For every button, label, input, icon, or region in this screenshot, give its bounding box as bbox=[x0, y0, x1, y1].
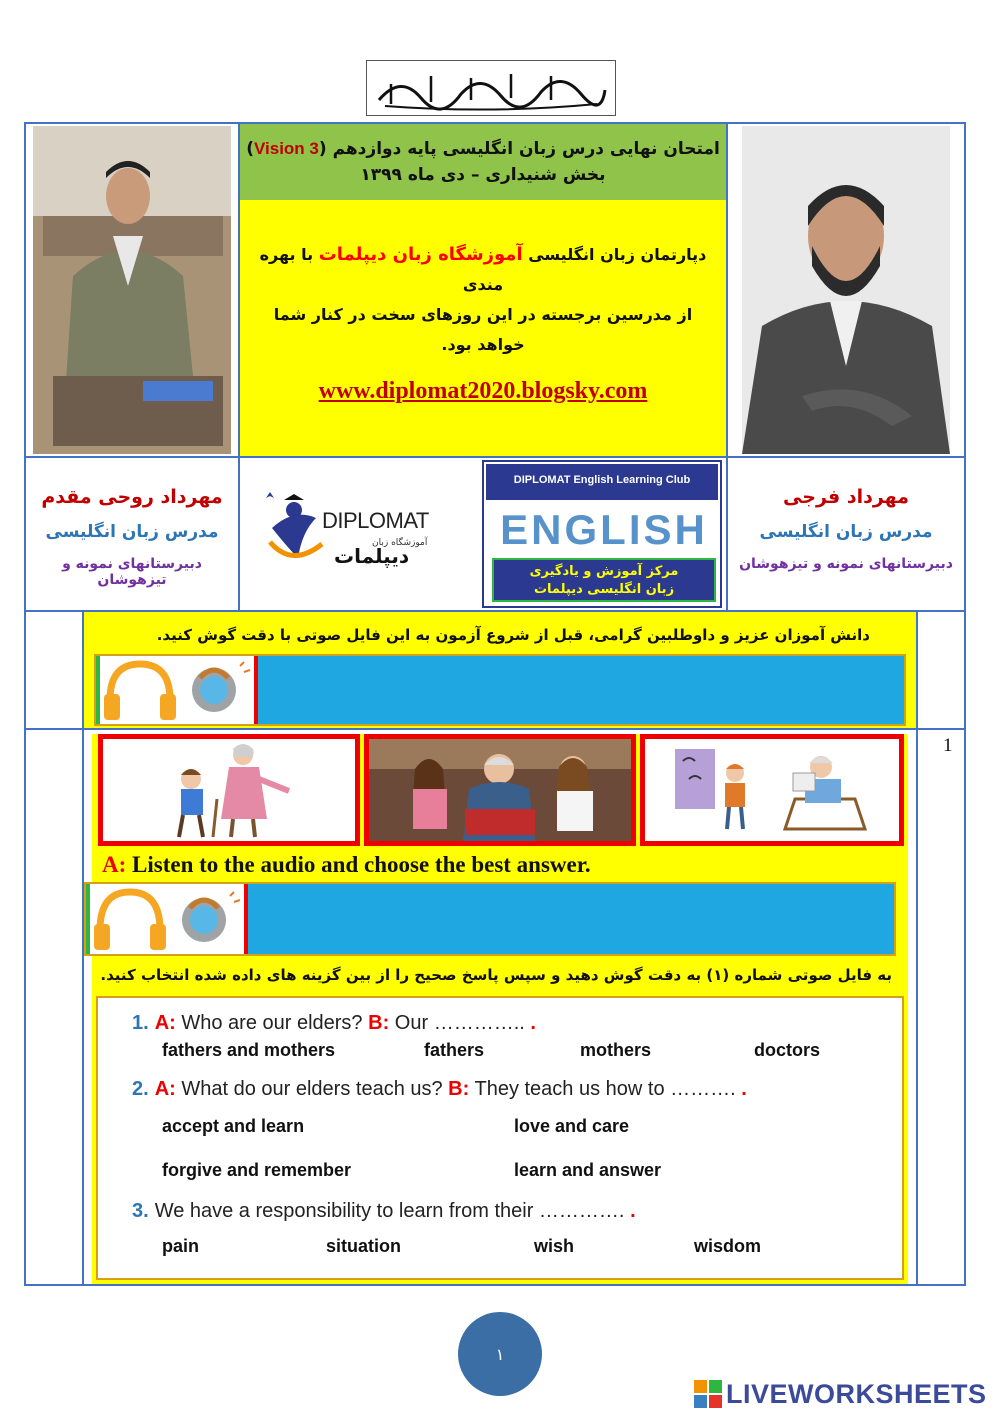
question-2: 2. A: What do our elders teach us? B: They teach us how to ………. . bbox=[132, 1078, 747, 1100]
department-box bbox=[240, 200, 726, 456]
department-line-1: دپارتمان زبان انگلیسی آموزشگاه زبان دیپلمات با بهره مندی bbox=[259, 244, 707, 294]
teacher-right-school: دبیرستانهای نمونه و تیزهوشان bbox=[739, 556, 953, 572]
section-a-instruction: A: Listen to the audio and choose the best answer. bbox=[102, 852, 591, 877]
q2-option-1[interactable]: accept and learn bbox=[162, 1116, 305, 1136]
intro-audio-player[interactable] bbox=[94, 654, 906, 726]
club-logo bbox=[482, 460, 722, 608]
club-logo-fa: مرکز آموزش و یادگیری زبان انگلیسی دیپلمات bbox=[492, 558, 716, 602]
teacher-right-info bbox=[728, 486, 964, 572]
q2-option-2[interactable]: love and care bbox=[514, 1116, 630, 1136]
question-3: 3. We have a responsibility to learn from their …………. . bbox=[132, 1200, 636, 1222]
teacher-right-role: مدرس زبان انگلیسی bbox=[759, 522, 933, 542]
teacher-right-name: مهرداد فرجی bbox=[783, 486, 909, 508]
picture-elder-with-child bbox=[98, 734, 360, 846]
section-number: 1 bbox=[943, 735, 953, 756]
q1-option-3[interactable]: mothers bbox=[580, 1040, 652, 1060]
liveworksheets-icon bbox=[694, 1380, 722, 1408]
headphones-icon bbox=[100, 656, 258, 724]
teacher-left-school: دبیرستانهای نمونه و تیزهوشان bbox=[62, 556, 202, 588]
liveworksheets-brand: LIVEWORKSHEETS bbox=[726, 1378, 987, 1409]
club-logo-title: DIPLOMAT English Learning Club bbox=[486, 464, 718, 500]
diplomat-logo-small: آموزشگاه زبان bbox=[372, 538, 428, 548]
q1-option-2[interactable]: fathers bbox=[424, 1040, 485, 1060]
calligraphy-image bbox=[371, 64, 611, 112]
q3-option-3[interactable]: wish bbox=[534, 1236, 575, 1256]
q2-option-4[interactable]: learn and answer bbox=[514, 1160, 662, 1180]
q3-option-4[interactable]: wisdom bbox=[694, 1236, 762, 1256]
section-a-audio-thumbnail[interactable] bbox=[86, 884, 248, 954]
bismillah-calligraphy bbox=[366, 60, 616, 116]
intro-audio-thumbnail[interactable] bbox=[96, 656, 258, 724]
q2-option-3[interactable]: forgive and remember bbox=[162, 1160, 352, 1180]
teacher-left-info bbox=[26, 486, 238, 588]
teacher-photo-right bbox=[742, 126, 950, 454]
picture-grandfather-reading bbox=[364, 734, 636, 846]
exam-title-box bbox=[240, 124, 726, 200]
q1-option-1[interactable]: fathers and mothers bbox=[162, 1040, 336, 1060]
teacher-photo-left bbox=[33, 126, 231, 454]
diplomat-logo-en: DIPLOMAT bbox=[322, 508, 429, 533]
liveworksheets-logo[interactable] bbox=[694, 1378, 987, 1410]
diplomat-logo bbox=[262, 488, 452, 574]
department-line-2: از مدرسین برجسته در این روزهای سخت در کنار شما خواهد بود. bbox=[273, 305, 693, 354]
headphones-icon bbox=[90, 884, 248, 954]
q1-option-4[interactable]: doctors bbox=[754, 1040, 821, 1060]
picture-boy-and-elder bbox=[640, 734, 904, 846]
question-1: 1. A: Who are our elders? B: Our ………….. . bbox=[132, 1012, 536, 1034]
website-link[interactable]: www.diplomat2020.blogsky.com bbox=[318, 378, 648, 404]
teacher-left-role: مدرس زبان انگلیسی bbox=[45, 522, 219, 542]
section-a-audio-player[interactable] bbox=[84, 882, 896, 956]
club-logo-word: ENGLISH bbox=[500, 506, 708, 553]
intro-instruction: دانش آموزان عزیز و داوطلبین گرامی، قبل از شروع آزمون به این فایل صوتی با دقت گوش کنید. bbox=[156, 626, 870, 644]
page-number-badge: ١ bbox=[458, 1312, 542, 1396]
section-a-instruction-fa: به فایل صوتی شماره (۱) به دقت گوش دهید و سپس پاسخ صحیح را از بین گزینه های داده شده انتخاب کنید. bbox=[100, 966, 892, 984]
q3-option-2[interactable]: situation bbox=[326, 1236, 401, 1256]
exam-subtitle: بخش شنیداری – دی ماه ۱۳۹۹ bbox=[360, 165, 606, 185]
exam-title: امتحان نهایی درس زبان انگلیسی پایه دوازدهم (Vision 3) bbox=[246, 139, 720, 159]
teacher-left-name: مهرداد روحی مقدم bbox=[41, 486, 223, 508]
diplomat-logo-fa: دیپلمات bbox=[334, 544, 410, 568]
questions-box bbox=[96, 996, 904, 1280]
q3-option-1[interactable]: pain bbox=[162, 1236, 200, 1256]
